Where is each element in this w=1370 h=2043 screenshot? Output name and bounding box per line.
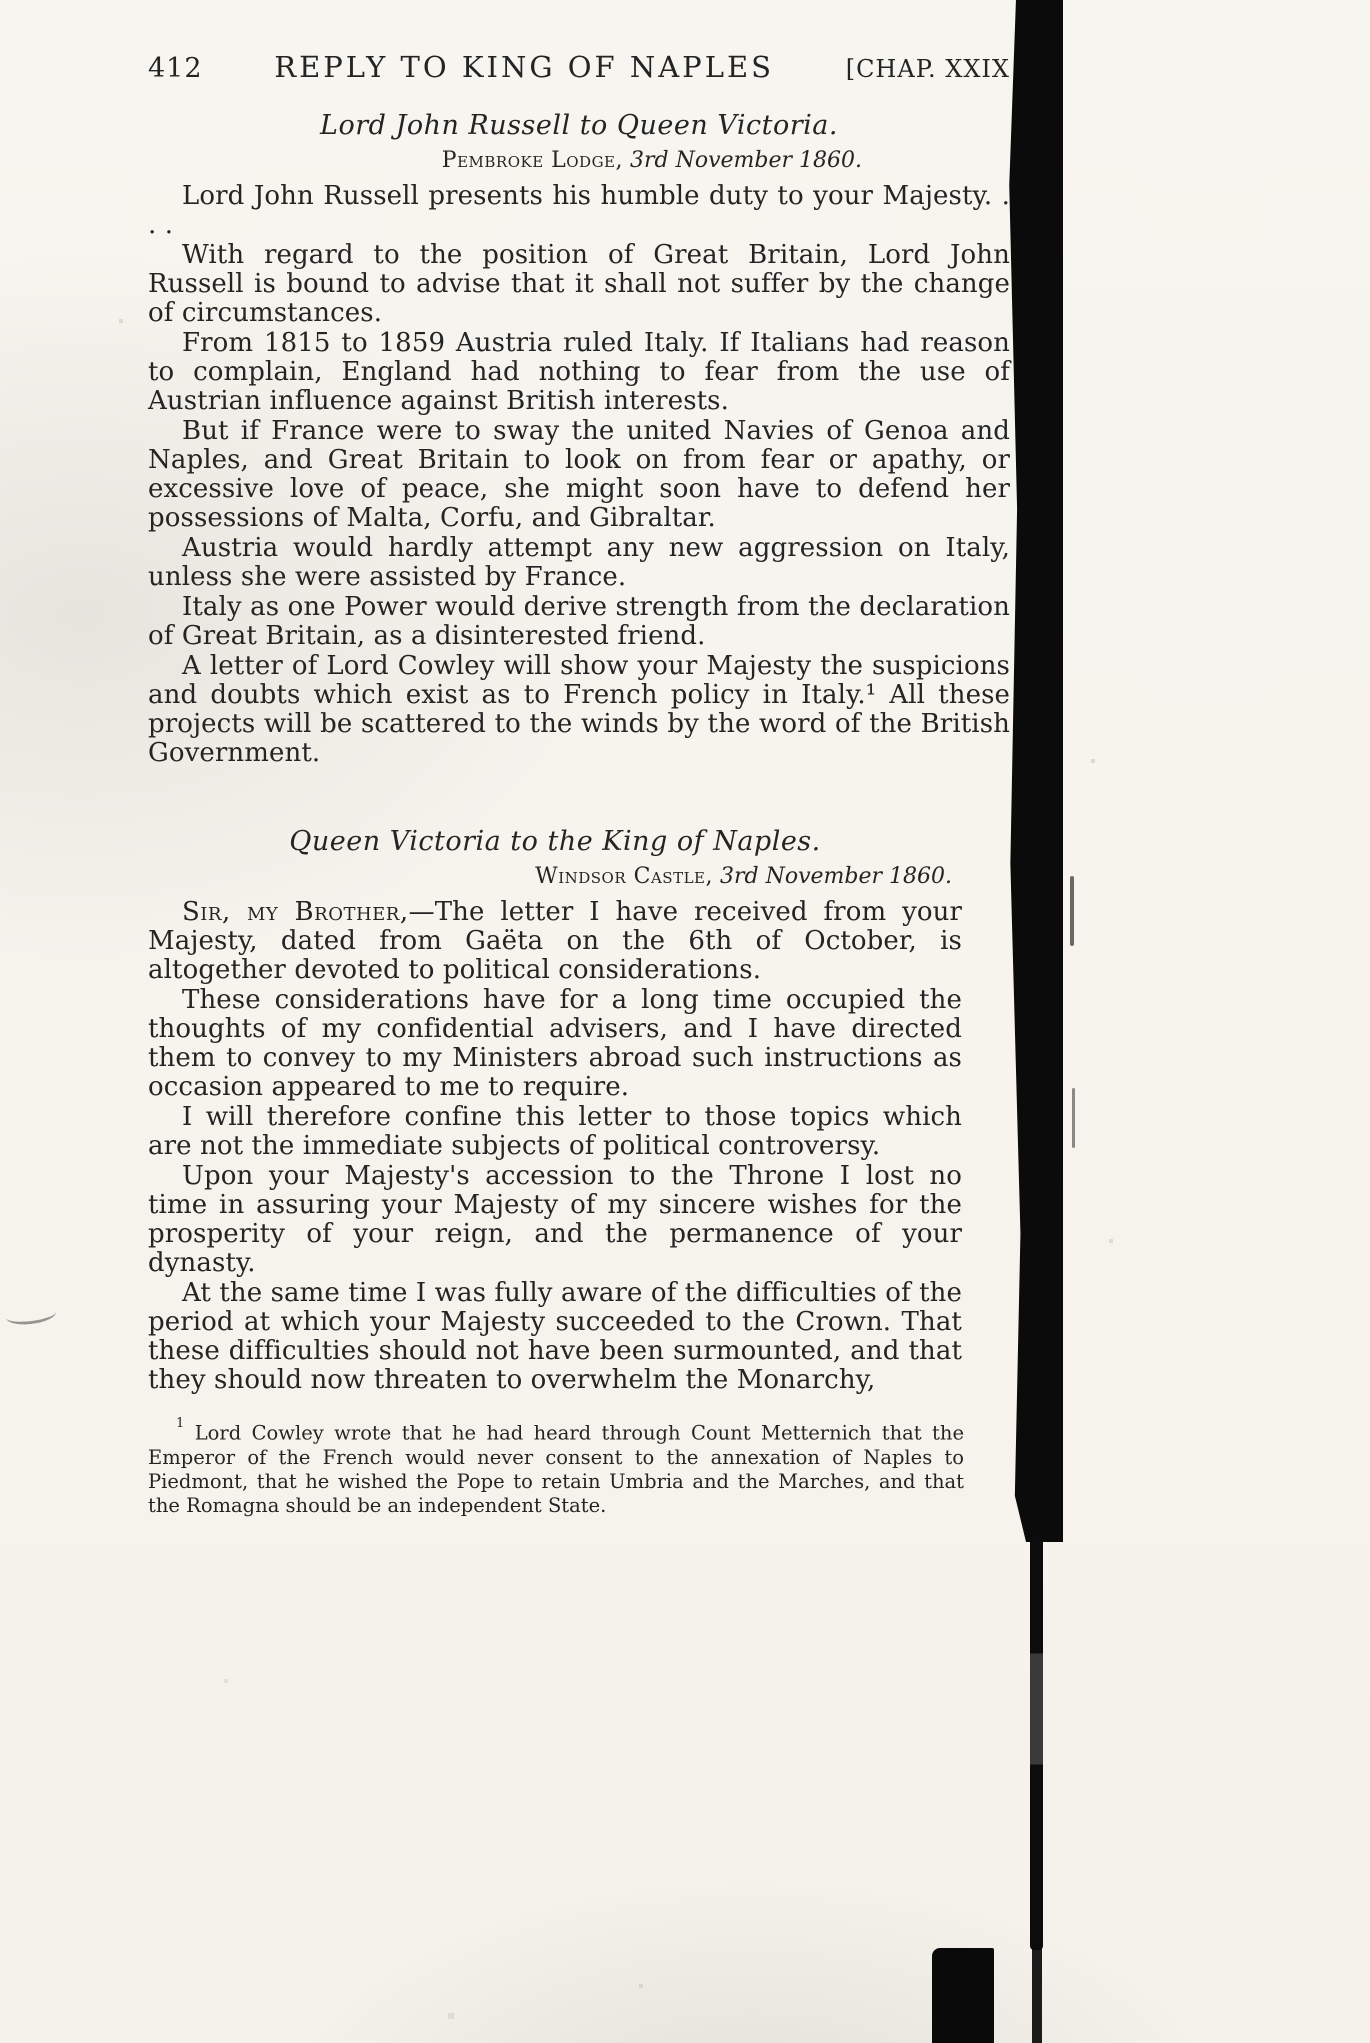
page-number: 412 [148, 53, 203, 84]
dateline-place: Pembroke Lodge, [441, 148, 623, 173]
scan-corner-artifact [932, 1948, 994, 2043]
footnote-marker: 1 [176, 1416, 185, 1431]
scan-speckles [0, 0, 2, 2]
chapter-reference: [CHAP. XXIX [845, 55, 1010, 83]
salutation: Sir, my Brother, [182, 897, 409, 927]
letter-dateline [148, 148, 1010, 173]
page-content [148, 50, 1010, 1518]
letter-paragraph: But if France were to sway the united Navies of Genoa and Naples, and Great Britain to look on from fear or apathy, or excessive love of peace, she might soon have to defend her possessions of Malta, Corfu, and Gibraltar. [148, 416, 1010, 533]
footnote [148, 1417, 1010, 1518]
pencil-squiggle-mark [5, 1303, 57, 1327]
scan-gutter-shadow-tail [1030, 1538, 1043, 1950]
letter-paragraph: At the same time I was fully aware of the difficulties of the period at which your Majesty succeeded to the Crown. That these difficulties should not have been surmounted, and that they should now threaten to overwhelm the Monarchy, [148, 1278, 962, 1395]
letter-paragraph: I will therefore confine this letter to those topics which are not the immediate subjects of political controversy. [148, 1102, 962, 1161]
scan-mark [1072, 1088, 1075, 1148]
letter-paragraph: Austria would hardly attempt any new aggression on Italy, unless she were assisted by France. [148, 533, 1010, 592]
page-header [148, 50, 1010, 84]
scan-gutter-shadow [1007, 0, 1063, 1542]
letter-paragraph: With regard to the position of Great Britain, Lord John Russell is bound to advise that it shall not suffer by the change of circumstances. [148, 240, 1010, 328]
letter-paragraph: These considerations have for a long time occupied the thoughts of my confidential advisers, and I have directed them to convey to my Ministers abroad such instructions as occasion appeared to me to require. [148, 985, 962, 1102]
running-title: REPLY TO KING OF NAPLES [274, 50, 774, 84]
letter-paragraph: Lord John Russell presents his humble duty to your Majesty. . . . [148, 181, 1010, 240]
letter-body [148, 898, 1010, 1395]
dateline-place: Windsor Castle, [535, 864, 713, 889]
paragraph-text: —The letter I have received from your Majesty, dated from Gaëta on the 6th of October, is altogether devoted to political considerations. [148, 897, 962, 985]
letter-dateline [148, 864, 1010, 889]
dateline-date: 3rd November 1860. [720, 864, 952, 889]
scan-gutter-shadow-tail-lower [1032, 1948, 1042, 2043]
letter-body [148, 182, 1010, 768]
letter-paragraph: From 1815 to 1859 Austria ruled Italy. If Italians had reason to complain, England had nothing to fear from the use of Austrian influence against British interests. [148, 328, 1010, 416]
dateline-date: 3rd November 1860. [630, 148, 862, 173]
letter-heading: Lord John Russell to Queen Victoria. [320, 110, 838, 141]
letter-heading: Queen Victoria to the King of Naples. [289, 826, 821, 857]
letter-paragraph: A letter of Lord Cowley will show your Majesty the suspicions and doubts which exist as to French policy in Italy.¹ All these projects will be scattered to the winds by the word of the British Government. [148, 651, 1010, 768]
footnote-text: Lord Cowley wrote that he had heard through Count Metternich that the Emperor of the French would never consent to the annexation of Naples to Piedmont, that he wished the Pope to retain Umbria and the Marches, and that the Romagna should be an independent State. [148, 1421, 964, 1517]
letter-victoria-to-king-of-naples [148, 826, 1010, 1395]
letter-paragraph: Upon your Majesty's accession to the Throne I lost no time in assuring your Majesty of my sincere wishes for the prosperity of your reign, and the permanence of your dynasty. [148, 1161, 962, 1278]
footnote-paragraph [148, 1417, 1010, 1518]
letter-russell-to-victoria [148, 110, 1010, 768]
scan-mark [1070, 876, 1074, 946]
letter-paragraph [148, 898, 1010, 985]
letter-paragraph: Italy as one Power would derive strength from the declaration of Great Britain, as a disinterested friend. [148, 592, 1010, 651]
